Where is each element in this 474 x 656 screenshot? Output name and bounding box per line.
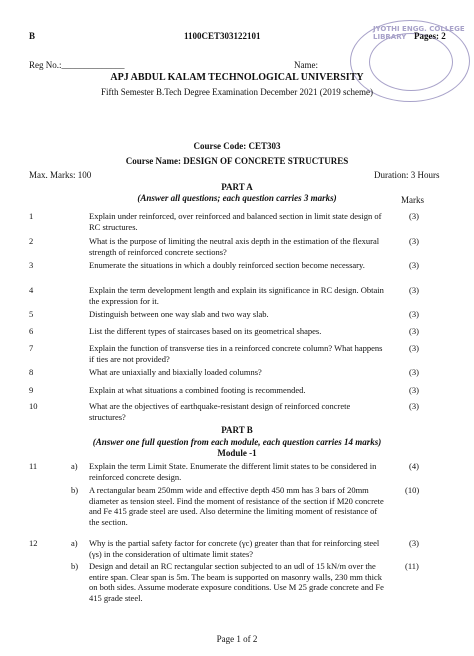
question-marks: (4) [409,461,419,471]
question-number: 8 [29,367,34,377]
page-number: Page 1 of 2 [216,634,258,644]
question-marks: (3) [409,367,419,377]
question-text: Explain at what situations a combined footing is recommended. [89,385,306,395]
question-text: Design and detail an RC rectangular section subjected to an udl of 15 kN/m over the entire span. Clear span is 5m. The beam is supported on masonry walls, 230 mm thick on both sides. Assume moderate exposure conditions. Use M 25 grade concrete and Fe 415 grade steel. [89,561,384,603]
question-text: What are uniaxially and biaxially loaded columns? [89,367,262,377]
stamp-text: JYOTHI ENGG. COLLEGE LIBRARY [373,25,465,41]
question-marks: (3) [409,326,419,336]
question-number: 5 [29,309,34,319]
question-number: 4 [29,285,34,295]
question-number: 10 [29,401,38,411]
exam-title: Fifth Semester B.Tech Degree Examination December 2021 (2019 scheme) [100,87,374,97]
part-b-instruction: (Answer one full question from each module, each question carries 14 marks) [92,437,382,447]
question-marks: (3) [409,309,419,319]
question-text: Enumerate the situations in which a doubly reinforced section become necessary. [89,260,365,270]
question-marks: (3) [409,401,419,411]
name-field: Name: [294,60,318,70]
question-number: 11 [29,461,38,471]
question-text: What are the objectives of earthquake-resistant design of reinforced concrete structures? [89,401,351,422]
question-number: 6 [29,326,34,336]
question-text: Distinguish between one way slab and two way slab. [89,309,269,319]
question-number: 1 [29,211,34,221]
marks-header: Marks [401,195,424,205]
question-text: Explain under reinforced, over reinforced and balanced section in limit state design of RC structures. [89,211,382,232]
part-a-title: PART A [221,182,253,192]
part-b-title: PART B [221,425,253,435]
question-text: Explain the term Limit State. Enumerate the different limit states to be considered in reinforced concrete design. [89,461,377,482]
part-a-instruction: (Answer all questions; each question carries 3 marks) [137,193,337,203]
course-code: Course Code: CET303 [193,141,281,151]
question-marks: (3) [409,343,419,353]
max-marks: Max. Marks: 100 [29,170,92,180]
question-text: Explain the function of transverse ties in a reinforced concrete column? What happens if ties are not provided? [89,343,383,364]
question-marks: (3) [409,236,419,246]
question-marks: (3) [409,385,419,395]
reg-no-field: Reg No.:______________ [29,60,125,70]
pages-count: Pages: 2 [414,31,446,41]
sub-question-label: b) [71,485,79,495]
sub-question-label: a) [71,538,78,548]
question-marks: (3) [409,260,419,270]
question-number: 7 [29,343,34,353]
question-text: A rectangular beam 250mm wide and effective depth 450 mm has 3 bars of 20mm diameter as tension steel. Find the moment of resistance of the section if M20 concrete and Fe 415 grade steel are used. Also determine the limiting moment of resistance of the section. [89,485,384,527]
university-name: APJ ABDUL KALAM TECHNOLOGICAL UNIVERSITY [110,72,364,83]
question-number: 12 [29,538,38,548]
module-heading: Module -1 [217,448,257,458]
question-marks: (11) [405,561,419,571]
question-marks: (3) [409,285,419,295]
duration: Duration: 3 Hours [374,170,440,180]
course-name: Course Name: DESIGN OF CONCRETE STRUCTURES [125,156,349,166]
set-letter: B [29,31,36,41]
question-number: 9 [29,385,34,395]
question-text: List the different types of staircases based on its geometrical shapes. [89,326,322,336]
question-text: Why is the partial safety factor for concrete (γc) greater than that for reinforcing steel (γs) in the consideration of ultimate limit states? [89,538,380,559]
question-marks: (10) [405,485,420,495]
question-marks: (3) [409,211,419,221]
sub-question-label: a) [71,461,78,471]
paper-code: 1100CET303122101 [184,31,261,41]
question-marks: (3) [409,538,419,548]
question-text: Explain the term development length and explain its significance in RC design. Obtain the expression for it. [89,285,384,306]
question-text: What is the purpose of limiting the neutral axis depth in the estimation of the flexural strength of reinforced concrete sections? [89,236,380,257]
question-number: 2 [29,236,34,246]
question-number: 3 [29,260,34,270]
sub-question-label: b) [71,561,79,571]
